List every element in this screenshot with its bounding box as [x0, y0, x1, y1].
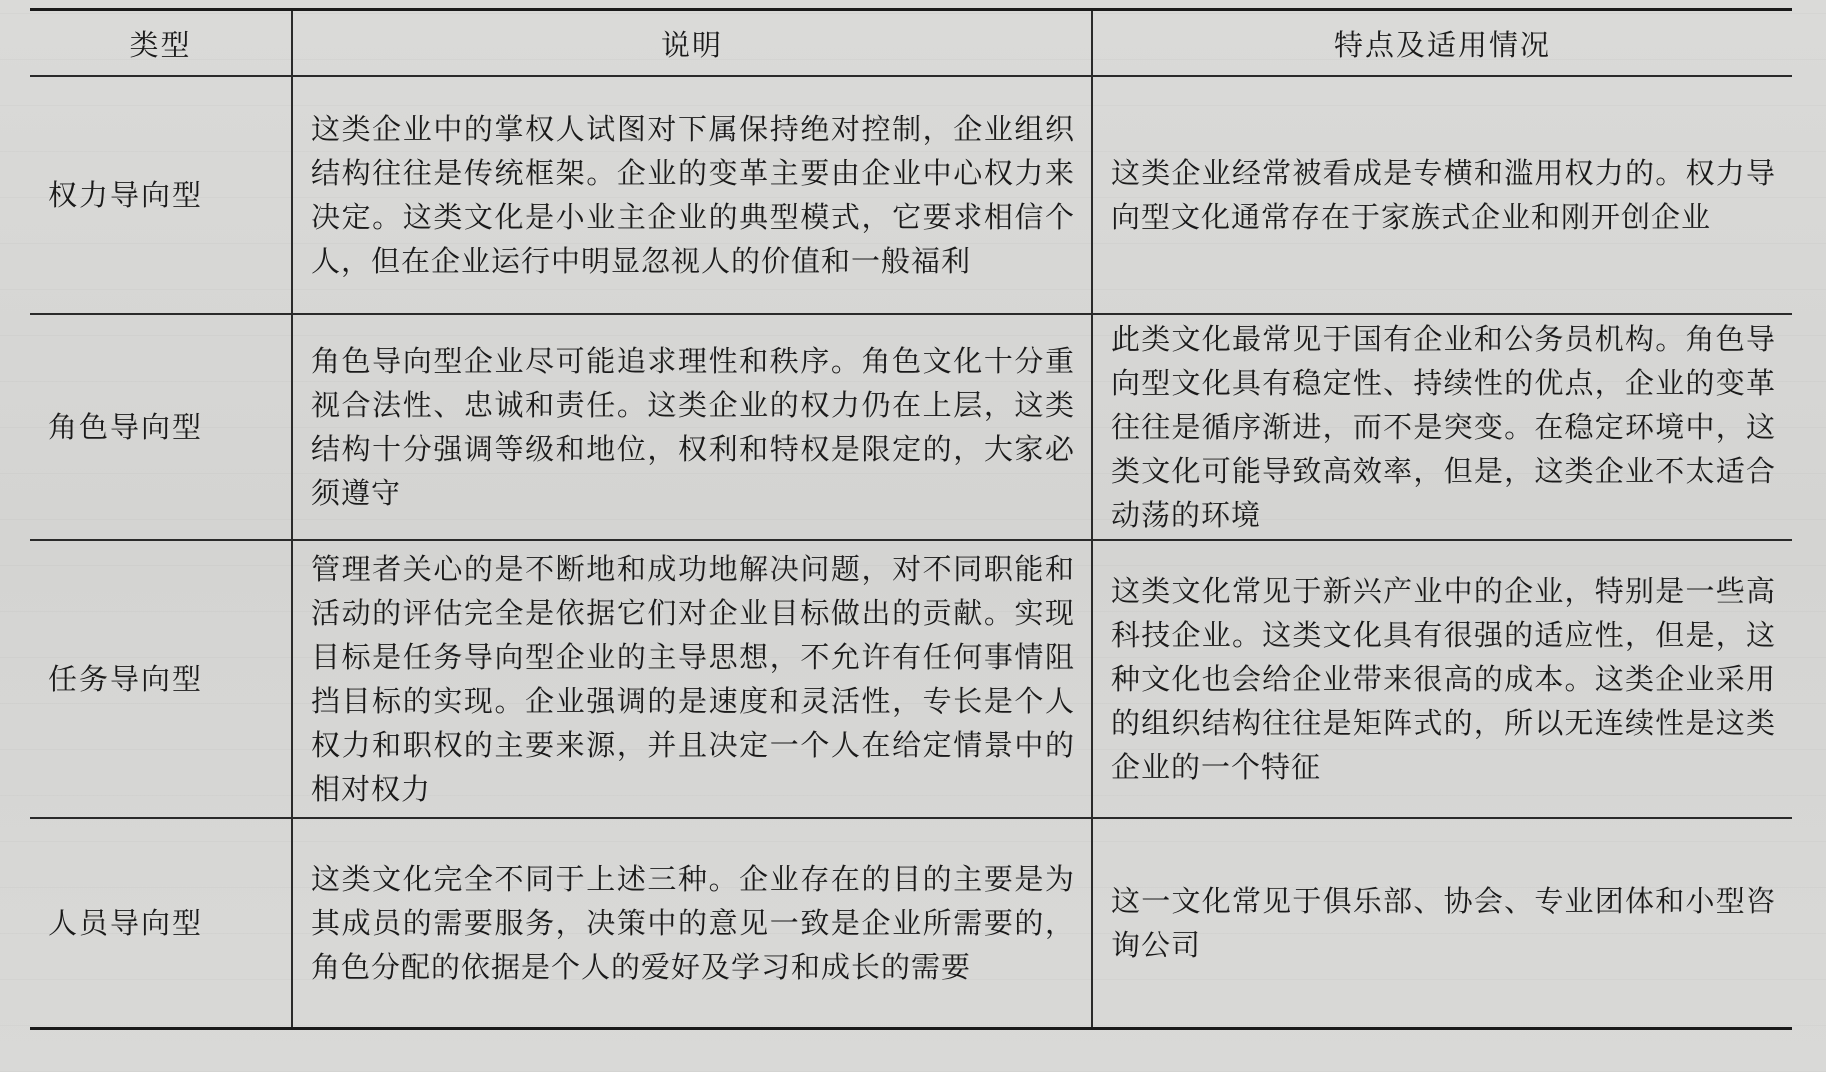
cell-type: 角色导向型	[30, 314, 292, 540]
cell-type: 人员导向型	[30, 818, 292, 1028]
cell-description: 这类企业中的掌权人试图对下属保持绝对控制，企业组织结构往往是传统框架。企业的变革主要由企业中心权力来决定。这类文化是小业主企业的典型模式，它要求相信个人，但在企业运行中明显忽视人的价值和一般福利	[292, 76, 1092, 314]
header-row	[30, 10, 1792, 77]
cell-description: 角色导向型企业尽可能追求理性和秩序。角色文化十分重视合法性、忠诚和责任。这类企业的权力仍在上层，这类结构十分强调等级和地位，权利和特权是限定的，大家必须遵守	[292, 314, 1092, 540]
cell-type: 任务导向型	[30, 540, 292, 818]
table-body	[30, 76, 1792, 1028]
culture-types-table	[30, 8, 1792, 1030]
table-header	[30, 10, 1792, 77]
header-description: 说明	[292, 10, 1092, 77]
cell-description: 这类文化完全不同于上述三种。企业存在的目的主要是为其成员的需要服务，决策中的意见一致是企业所需要的，角色分配的依据是个人的爱好及学习和成长的需要	[292, 818, 1092, 1028]
header-features: 特点及适用情况	[1092, 10, 1792, 77]
table-row	[30, 818, 1792, 1028]
cell-features: 这类文化常见于新兴产业中的企业，特别是一些高科技企业。这类文化具有很强的适应性，但是，这种文化也会给企业带来很高的成本。这类企业采用的组织结构往往是矩阵式的，所以无连续性是这类企业的一个特征	[1092, 540, 1792, 818]
table-row	[30, 76, 1792, 314]
cell-type: 权力导向型	[30, 76, 292, 314]
header-type: 类型	[30, 10, 292, 77]
cell-features: 这一文化常见于俱乐部、协会、专业团体和小型咨询公司	[1092, 818, 1792, 1028]
cell-features: 这类企业经常被看成是专横和滥用权力的。权力导向型文化通常存在于家族式企业和刚开创企业	[1092, 76, 1792, 314]
cell-features: 此类文化最常见于国有企业和公务员机构。角色导向型文化具有稳定性、持续性的优点，企业的变革往往是循序渐进，而不是突变。在稳定环境中，这类文化可能导致高效率，但是，这类企业不太适合动荡的环境	[1092, 314, 1792, 540]
cell-description: 管理者关心的是不断地和成功地解决问题，对不同职能和活动的评估完全是依据它们对企业目标做出的贡献。实现目标是任务导向型企业的主导思想，不允许有任何事情阻挡目标的实现。企业强调的是速度和灵活性，专长是个人权力和职权的主要来源，并且决定一个人在给定情景中的相对权力	[292, 540, 1092, 818]
table-row	[30, 314, 1792, 540]
table-row	[30, 540, 1792, 818]
